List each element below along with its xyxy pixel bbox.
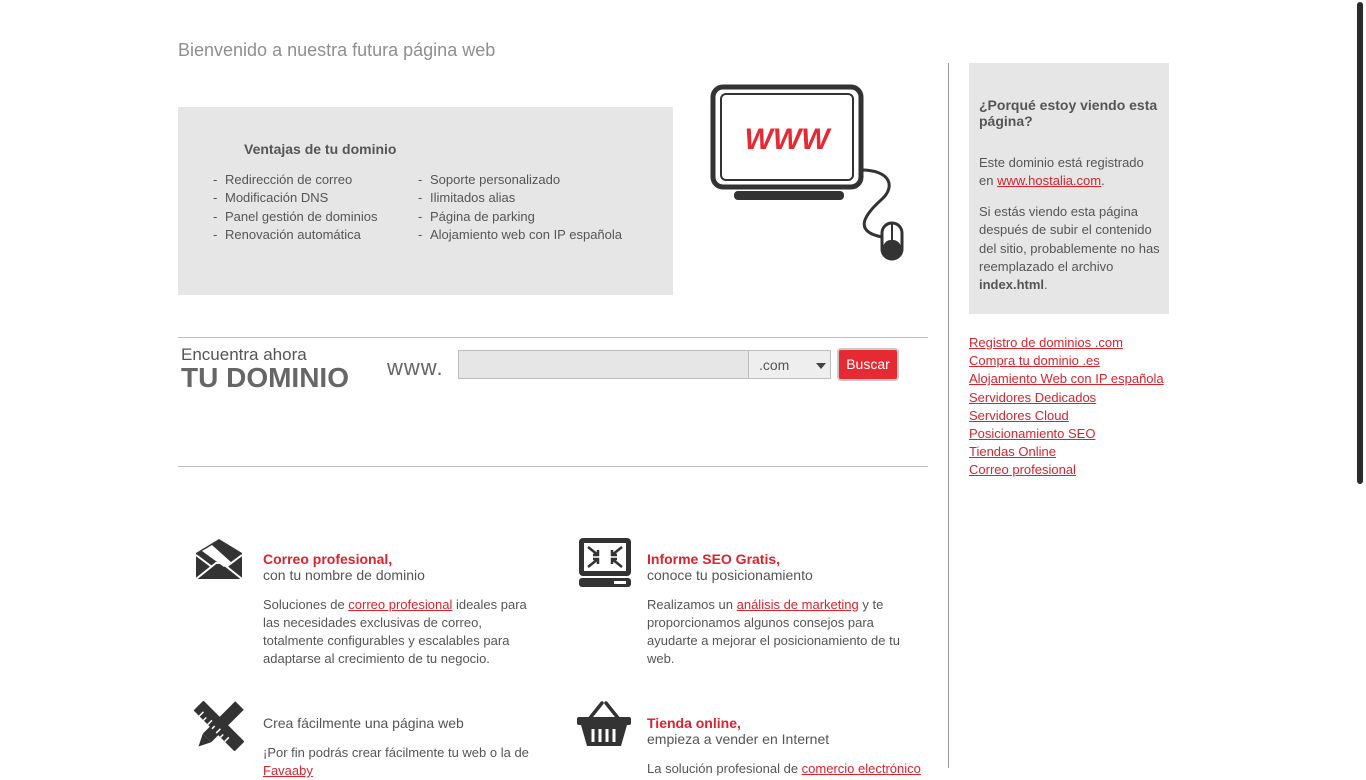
scrollbar[interactable] (1357, 2, 1363, 484)
www-screen-text: WWW (744, 123, 830, 156)
feature-description: La solución profesional de comercio electrónico (647, 761, 921, 776)
list-item: - Modificación DNS (225, 189, 378, 207)
feature-description: Soluciones de correo profesional ideales para las necesidades exclusivas de correo, totalmente configurables y escalables para adaptarse al crecimiento de tu negocio. (263, 597, 527, 666)
sidebar-link[interactable]: Compra tu dominio .es (969, 353, 1100, 369)
pencil-ruler-icon (194, 701, 244, 751)
feature-subtitle: conoce tu posicionamiento (647, 567, 813, 583)
feature-title: Correo profesional, (263, 551, 393, 567)
web-builder-link[interactable]: Favaaby (263, 763, 313, 778)
search-heading-big: TU DOMINIO (181, 362, 349, 393)
list-item: - Ilimitados alias (430, 189, 622, 207)
divider (178, 337, 928, 338)
advantages-list-right (430, 171, 622, 244)
list-item: - Renovación automática (225, 226, 378, 244)
monitor-seo-icon (578, 537, 632, 587)
tld-select[interactable] (748, 350, 831, 379)
basket-icon (576, 700, 632, 748)
info-box-title: ¿Porqué estoy viendo esta página? (979, 97, 1158, 129)
info-box-text: Si estás viendo esta página después de subir el contenido del sitio, probablemente no has reemplazado el archivo index.html. (979, 204, 1160, 293)
envelope-icon (194, 537, 244, 581)
hostalia-link[interactable]: www.hostalia.com (997, 173, 1102, 188)
feature-description: ¡Por fin podrás crear fácilmente tu web o la de Favaaby (263, 745, 529, 778)
info-box-text: Este dominio está registrado en www.hostalia.com. (979, 155, 1144, 188)
list-item: - Panel gestión de dominios (225, 208, 378, 226)
feature-subtitle: Crea fácilmente una página web (263, 715, 464, 731)
list-item: - Redirección de correo (225, 171, 378, 189)
marketing-analysis-link[interactable]: análisis de marketing (736, 597, 859, 612)
sidebar-link[interactable]: Servidores Cloud (969, 407, 1069, 423)
email-link[interactable]: correo profesional (348, 597, 453, 612)
feature-title: Informe SEO Gratis, (647, 551, 781, 567)
computer-www-icon (706, 82, 906, 264)
divider (178, 466, 928, 467)
feature-description: Realizamos un análisis de marketing y te proporcionamos algunos consejos para ayudarte a mejorar el posicionamiento de tu web. (647, 597, 900, 666)
feature-title: Tienda online, (647, 715, 741, 731)
list-item: - Soporte personalizado (430, 171, 622, 189)
feature-subtitle: con tu nombre de dominio (263, 567, 425, 583)
column-divider (948, 63, 949, 768)
page-title: Bienvenido a nuestra futura página web (178, 40, 496, 60)
info-box (969, 63, 1169, 314)
sidebar-link[interactable]: Tiendas Online (969, 444, 1056, 460)
list-item: - Alojamiento web con IP española (430, 226, 622, 244)
sidebar-link[interactable]: Alojamiento Web con IP española (969, 371, 1164, 387)
list-item: - Página de parking (430, 208, 622, 226)
sidebar-links (969, 334, 1164, 480)
feature-subtitle: empieza a vender en Internet (647, 731, 830, 747)
sidebar-link[interactable]: Registro de dominios .com (969, 335, 1123, 350)
domain-search-input[interactable] (458, 350, 750, 379)
sidebar-link[interactable]: Posicionamiento SEO (969, 425, 1096, 441)
ecommerce-link[interactable]: comercio electrónico (801, 761, 921, 776)
www-prefix: www. (387, 355, 444, 380)
tld-selected-value: .com (759, 357, 790, 373)
sidebar-link[interactable]: Correo profesional (969, 462, 1076, 478)
sidebar-link[interactable]: Servidores Dedicados (969, 389, 1097, 405)
search-button[interactable]: Buscar (837, 348, 899, 381)
search-heading-small: Encuentra ahora (181, 345, 307, 364)
chevron-down-icon (816, 363, 826, 369)
advantages-list-left (225, 171, 378, 244)
advantages-title: Ventajas de tu dominio (244, 141, 397, 157)
advantages-box (178, 107, 673, 295)
